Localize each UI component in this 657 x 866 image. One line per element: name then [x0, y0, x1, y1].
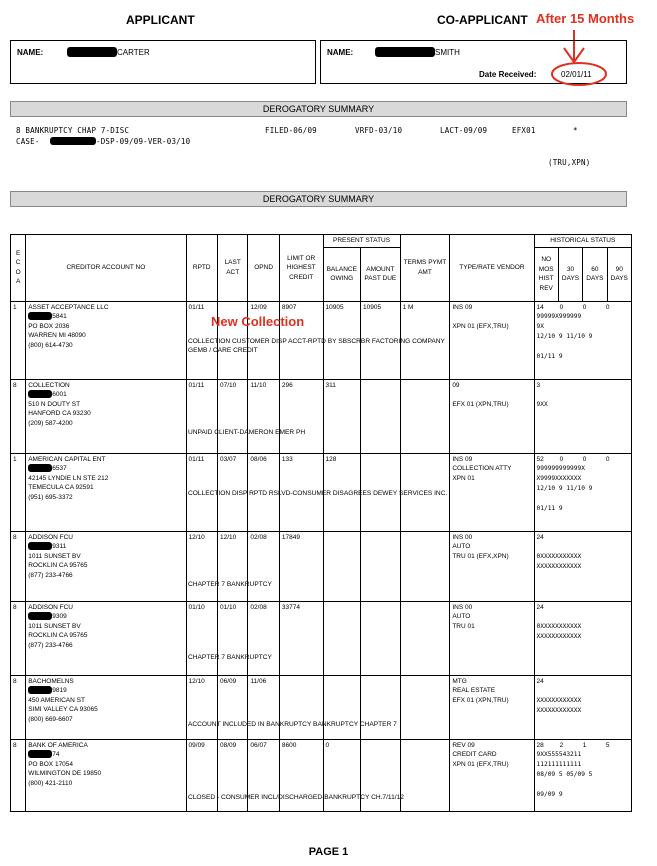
- days-30-value: [560, 603, 583, 613]
- co-applicant-name: SMITH: [435, 48, 460, 57]
- days-60-value: 0: [582, 303, 587, 311]
- rptd-cell: 01/11: [186, 301, 217, 379]
- creditor-address-1: PO BOX 2036: [28, 322, 70, 330]
- history-pattern: 12/10 9 11/10 9: [536, 333, 593, 340]
- ecoa-cell: 8: [11, 379, 26, 453]
- creditor-address-2: WARREN MI 48090: [28, 332, 86, 339]
- header-60-days: 60 DAYS: [583, 247, 607, 301]
- filed-date: FILED-06/09: [265, 126, 317, 135]
- days-90-value: 0: [605, 455, 610, 463]
- balance-cell: 10905: [323, 301, 361, 379]
- days-30-value: 2: [559, 741, 564, 749]
- days-60-value: 1: [582, 741, 587, 749]
- type-line: EFX 01 (XPN,TRU): [452, 400, 509, 408]
- co-applicant-name-label: NAME:: [327, 48, 354, 57]
- past-due-cell: [361, 531, 401, 601]
- account-number: 6537: [52, 465, 67, 472]
- header-ecoa: E C O A: [11, 235, 26, 302]
- account-number-line: [28, 312, 183, 322]
- remark-text: CHAPTER 7 BANKRUPTCY: [188, 581, 272, 588]
- historical-cell: [534, 601, 631, 675]
- table-row: [11, 675, 632, 739]
- ecoa-cell: 8: [11, 675, 26, 739]
- bankruptcy-sources: (TRU,XPN): [548, 158, 591, 167]
- history-pattern: XXXXXXXXXXXX: [536, 633, 582, 640]
- creditor-phone: (800) 421-2110: [28, 779, 73, 787]
- creditor-cell: [26, 531, 186, 601]
- type-line: TRU 01: [452, 622, 475, 630]
- creditor-address-2: TEMECULA CA 92591: [28, 484, 94, 491]
- creditor-name: ASSET ACCEPTANCE LLC: [28, 303, 109, 311]
- last-activity-date: LACT-09/09: [440, 126, 488, 135]
- creditor-phone: (800) 669-6607: [28, 715, 73, 723]
- case-prefix: CASE-: [16, 137, 40, 146]
- creditor-address-2: ROCKLIN CA 95765: [28, 632, 88, 639]
- history-pattern: XXXXXXXXXXXX: [536, 697, 582, 704]
- no-mos-value: 24: [536, 603, 544, 611]
- days-90-value: [606, 381, 629, 391]
- terms-cell: [400, 601, 450, 675]
- limit-cell: 133: [279, 453, 323, 531]
- header-no-mos: NO MOS HIST REV: [534, 247, 558, 301]
- history-counts: [537, 741, 629, 751]
- history-pattern: [537, 342, 629, 352]
- history-pattern: 112111111111: [536, 761, 582, 768]
- history-pattern: XXXXXXXXXXXX: [536, 563, 582, 570]
- creditor-cell: [26, 453, 186, 531]
- days-60-value: [583, 533, 606, 543]
- type-line: AUTO: [452, 543, 471, 550]
- red-circle-annotation: [549, 60, 609, 88]
- days-90-value: [606, 533, 629, 543]
- account-number-line: [28, 750, 183, 760]
- rptd-cell: 12/10: [186, 531, 217, 601]
- creditor-name: COLLECTION: [28, 381, 70, 389]
- header-historical-status: HISTORICAL STATUS: [534, 235, 631, 248]
- opnd-cell: 02/08: [248, 531, 279, 601]
- type-line: [452, 390, 531, 400]
- type-cell: [450, 379, 534, 453]
- history-pattern: 12/10 9 11/10 9: [536, 485, 593, 492]
- rptd-cell: 09/09: [186, 739, 217, 811]
- header-past-due: AMOUNT PAST DUE: [361, 247, 401, 301]
- redaction: [28, 686, 52, 694]
- creditor-address-1: PO BOX 17054: [28, 760, 74, 768]
- creditor-name: BANK OF AMERICA: [28, 741, 88, 749]
- type-line: INS 00: [452, 603, 473, 611]
- ecoa-cell: 1: [11, 301, 26, 379]
- days-60-value: [583, 603, 606, 613]
- history-pattern: 9XX: [536, 401, 548, 408]
- type-line: EFX 01 (XPN,TRU): [452, 696, 509, 704]
- limit-cell: 17849: [279, 531, 323, 601]
- creditor-name: ADDISON FCU: [28, 533, 73, 541]
- remark-text: COLLECTION DISP RPTD RSLVD-CONSUMER DISAGREES DEWEY SERVICES INC.: [188, 490, 448, 497]
- limit-cell: [279, 675, 323, 739]
- header-creditor: CREDITOR ACCOUNT NO: [26, 235, 186, 302]
- header-type: TYPE/RATE VENDOR: [450, 235, 534, 302]
- type-line: INS 09: [452, 303, 473, 311]
- limit-cell: 296: [279, 379, 323, 453]
- terms-cell: [400, 531, 450, 601]
- type-line: [452, 312, 531, 322]
- days-60-value: [583, 677, 606, 687]
- type-cell: [450, 739, 534, 811]
- redaction: [375, 47, 435, 57]
- type-line: CREDIT CARD: [452, 751, 497, 758]
- history-pattern: [537, 542, 629, 552]
- redaction: [28, 542, 52, 550]
- derogatory-summary-bar: DEROGATORY SUMMARY: [10, 101, 627, 117]
- redaction: [28, 750, 52, 758]
- history-pattern: 0XXXXXXXXXXX: [536, 553, 582, 560]
- last-act-cell: 12/10: [217, 531, 247, 601]
- no-mos-value: 3: [536, 381, 541, 389]
- history-pattern: 01/11 9: [536, 353, 563, 360]
- page-number: PAGE 1: [308, 846, 349, 858]
- type-line: COLLECTION ATTY: [452, 465, 512, 472]
- historical-cell: [534, 739, 631, 811]
- balance-cell: 128: [323, 453, 361, 531]
- co-applicant-heading: CO-APPLICANT: [437, 13, 528, 27]
- type-line: INS 00: [452, 533, 473, 541]
- redaction: [28, 390, 52, 398]
- type-line: XPN 01 (EFX,TRU): [452, 760, 509, 768]
- header-opnd: OPND: [248, 235, 279, 302]
- past-due-cell: [361, 601, 401, 675]
- type-line: XPN 01 (EFX,TRU): [452, 322, 509, 330]
- table-row: [11, 379, 632, 453]
- applicant-heading: APPLICANT: [126, 13, 195, 27]
- opnd-cell: 11/06: [248, 675, 279, 739]
- type-line: TRU 01 (EFX,XPN): [452, 552, 509, 560]
- last-act-cell: 01/10: [217, 601, 247, 675]
- creditor-cell: [26, 379, 186, 453]
- ecoa-cell: 1: [11, 453, 26, 531]
- history-counts: [537, 303, 629, 313]
- history-pattern: 9X: [536, 323, 544, 330]
- history-pattern: XXXXXXXXXXXX: [536, 707, 582, 714]
- remark-text: ACCOUNT INCLUDED IN BANKRUPTCY BANKRUPTCY CHAPTER 7: [188, 721, 397, 728]
- no-mos-value: 52: [536, 455, 544, 463]
- creditor-address-1: 1011 SUNSET BV: [28, 552, 81, 560]
- header-terms: TERMS PYMT AMT: [400, 235, 450, 302]
- account-number-line: [28, 390, 183, 400]
- days-30-value: 0: [559, 455, 564, 463]
- opnd-cell: 06/07: [248, 739, 279, 811]
- history-counts: [537, 455, 629, 465]
- history-pattern: 99999X999999: [536, 313, 582, 320]
- header-last-act: LAST ACT: [217, 235, 247, 302]
- limit-cell: 8600: [279, 739, 323, 811]
- creditor-address-1: 510 N DOUTY ST: [28, 400, 81, 408]
- history-pattern: 09/09 9: [536, 791, 563, 798]
- account-number: 6001: [52, 391, 67, 398]
- creditor-cell: [26, 739, 186, 811]
- creditor-phone: (209) 587-4200: [28, 419, 73, 427]
- history-pattern: 01/11 9: [536, 505, 563, 512]
- limit-cell: 33774: [279, 601, 323, 675]
- balance-cell: 311: [323, 379, 361, 453]
- days-60-value: 0: [582, 455, 587, 463]
- rptd-cell: 12/10: [186, 675, 217, 739]
- days-30-value: [560, 381, 583, 391]
- no-mos-value: 24: [536, 677, 544, 685]
- remark-text: UNPAID CLIENT-DAMERON EMER PH: [188, 429, 306, 436]
- creditor-address-1: 42145 LYNDIE LN STE 212: [28, 474, 109, 482]
- redaction: [28, 464, 52, 472]
- type-line: REAL ESTATE: [452, 687, 496, 694]
- type-cell: [450, 675, 534, 739]
- balance-cell: [323, 531, 361, 601]
- type-line: MTG: [452, 677, 467, 685]
- bureau-code: EFX01: [512, 126, 536, 135]
- no-mos-value: 24: [536, 533, 544, 541]
- past-due-cell: [361, 675, 401, 739]
- opnd-cell: 02/08: [248, 601, 279, 675]
- history-pattern: [537, 686, 629, 696]
- no-mos-value: 14: [536, 303, 544, 311]
- creditor-address-2: SIMI VALLEY CA 93065: [28, 706, 98, 713]
- terms-cell: [400, 379, 450, 453]
- history-pattern: [537, 390, 629, 400]
- header-present-status: PRESENT STATUS: [323, 235, 400, 248]
- verified-date: VRFD-03/10: [355, 126, 403, 135]
- ecoa-cell: 8: [11, 531, 26, 601]
- balance-cell: 0: [323, 739, 361, 811]
- redaction: [67, 47, 117, 57]
- account-number-line: [28, 612, 183, 622]
- no-mos-value: 28: [536, 741, 544, 749]
- history-pattern: 0XXXXXXXXXXX: [536, 623, 582, 630]
- table-row: [11, 531, 632, 601]
- applicant-name-label: NAME:: [17, 48, 44, 57]
- account-number-line: [28, 542, 183, 552]
- account-number: 5841: [52, 313, 67, 320]
- remark-text: COLLECTION CUSTOMER DISP ACCT-RPTD BY SBSCRBR FACTORING COMPANY GEMB / CARE CREDIT: [188, 338, 445, 354]
- historical-cell: [534, 531, 631, 601]
- ecoa-cell: 8: [11, 601, 26, 675]
- history-counts: [537, 533, 629, 543]
- rptd-cell: 01/10: [186, 601, 217, 675]
- terms-cell: 1 M: [400, 301, 450, 379]
- type-line: 09: [452, 381, 460, 389]
- header-30-days: 30 DAYS: [558, 247, 582, 301]
- account-number-line: [28, 686, 183, 696]
- account-number: 9309: [52, 613, 67, 620]
- creditor-address-2: HANFORD CA 93230: [28, 410, 91, 417]
- last-act-cell: 06/09: [217, 675, 247, 739]
- creditor-phone: (951) 695-3372: [28, 493, 73, 501]
- balance-cell: [323, 601, 361, 675]
- account-number: 74: [52, 751, 60, 758]
- limit-cell: 8907: [279, 301, 323, 379]
- type-cell: [450, 601, 534, 675]
- last-act-cell: 03/07: [217, 453, 247, 531]
- last-act-cell: 07/10: [217, 379, 247, 453]
- history-counts: [537, 381, 629, 391]
- redaction: [50, 137, 96, 145]
- opnd-cell: 08/06: [248, 453, 279, 531]
- type-cell: [450, 453, 534, 531]
- days-90-value: [606, 603, 629, 613]
- last-act-cell: 08/09: [217, 739, 247, 811]
- history-pattern: 9XX555543211: [536, 751, 582, 758]
- history-pattern: 999999999999X: [536, 465, 585, 472]
- days-90-value: 5: [605, 741, 610, 749]
- creditor-name: ADDISON FCU: [28, 603, 73, 611]
- type-line: AUTO: [452, 613, 471, 620]
- creditor-phone: (800) 614-4730: [28, 341, 73, 349]
- after-15-months-annotation: After 15 Months: [536, 11, 635, 26]
- remark-text: CLOSED - CONSUMER INCL/DISCHARGED-BANKRUPTCY CH.7/11/12: [188, 794, 404, 801]
- header-balance: BALANCE OWING: [323, 247, 361, 301]
- applicant-box: [10, 40, 316, 84]
- balance-cell: [323, 675, 361, 739]
- star-marker: *: [573, 126, 578, 135]
- creditor-cell: [26, 601, 186, 675]
- days-90-value: [606, 677, 629, 687]
- type-cell: [450, 531, 534, 601]
- days-90-value: 0: [605, 303, 610, 311]
- days-60-value: [583, 381, 606, 391]
- account-number: 9819: [52, 687, 67, 694]
- days-30-value: 0: [559, 303, 564, 311]
- ecoa-cell: 8: [11, 739, 26, 811]
- header-rptd: RPTD: [186, 235, 217, 302]
- past-due-cell: [361, 379, 401, 453]
- date-received-value: 02/01/11: [561, 70, 592, 79]
- historical-cell: [534, 453, 631, 531]
- header-90-days: 90 DAYS: [607, 247, 631, 301]
- creditor-cell: [26, 675, 186, 739]
- history-pattern: [537, 612, 629, 622]
- historical-cell: [534, 301, 631, 379]
- rptd-cell: 01/11: [186, 379, 217, 453]
- new-collection-annotation: New Collection: [211, 314, 305, 329]
- case-suffix: -DSP-09/09-VER-03/10: [96, 137, 191, 146]
- type-cell: [450, 301, 534, 379]
- date-received-label: Date Received:: [479, 70, 537, 79]
- history-counts: [537, 677, 629, 687]
- redaction: [28, 312, 52, 320]
- table-row: [11, 601, 632, 675]
- type-line: INS 09: [452, 455, 473, 463]
- creditor-address-2: WILMINGTON DE 19850: [28, 770, 102, 777]
- header-limit: LIMIT OR HIGHEST CREDIT: [279, 235, 323, 302]
- opnd-cell: 12/09: [248, 301, 279, 379]
- rptd-cell: 01/11: [186, 453, 217, 531]
- history-pattern: [537, 494, 629, 504]
- account-number-line: [28, 464, 183, 474]
- creditor-name: BACHOMELNS: [28, 677, 74, 685]
- creditor-phone: (877) 233-4766: [28, 641, 73, 649]
- derogatory-summary-bar: DEROGATORY SUMMARY: [10, 191, 627, 207]
- days-30-value: [560, 677, 583, 687]
- remark-text: CHAPTER 7 BANKRUPTCY: [188, 654, 272, 661]
- creditor-phone: (877) 233-4766: [28, 571, 73, 579]
- creditor-address-1: 1011 SUNSET BV: [28, 622, 81, 630]
- history-pattern: [537, 780, 629, 790]
- terms-cell: [400, 675, 450, 739]
- historical-cell: [534, 379, 631, 453]
- history-pattern: X9999XXXXXXX: [536, 475, 582, 482]
- past-due-cell: 10905: [361, 301, 401, 379]
- creditor-address-1: 450 AMERICAN ST: [28, 696, 85, 704]
- type-line: REV 09: [452, 741, 475, 749]
- account-number: 9311: [52, 543, 67, 550]
- creditor-name: AMERICAN CAPITAL ENT: [28, 455, 106, 463]
- redaction: [28, 612, 52, 620]
- opnd-cell: 11/10: [248, 379, 279, 453]
- creditor-cell: [26, 301, 186, 379]
- history-counts: [537, 603, 629, 613]
- type-line: XPN 01: [452, 474, 475, 482]
- days-30-value: [560, 533, 583, 543]
- applicant-name: CARTER: [117, 48, 150, 57]
- bankruptcy-line: 8 BANKRUPTCY CHAP 7-DISC: [16, 126, 130, 135]
- history-pattern: 08/09 5 05/09 5: [536, 771, 593, 778]
- historical-cell: [534, 675, 631, 739]
- creditor-address-2: ROCKLIN CA 95765: [28, 562, 88, 569]
